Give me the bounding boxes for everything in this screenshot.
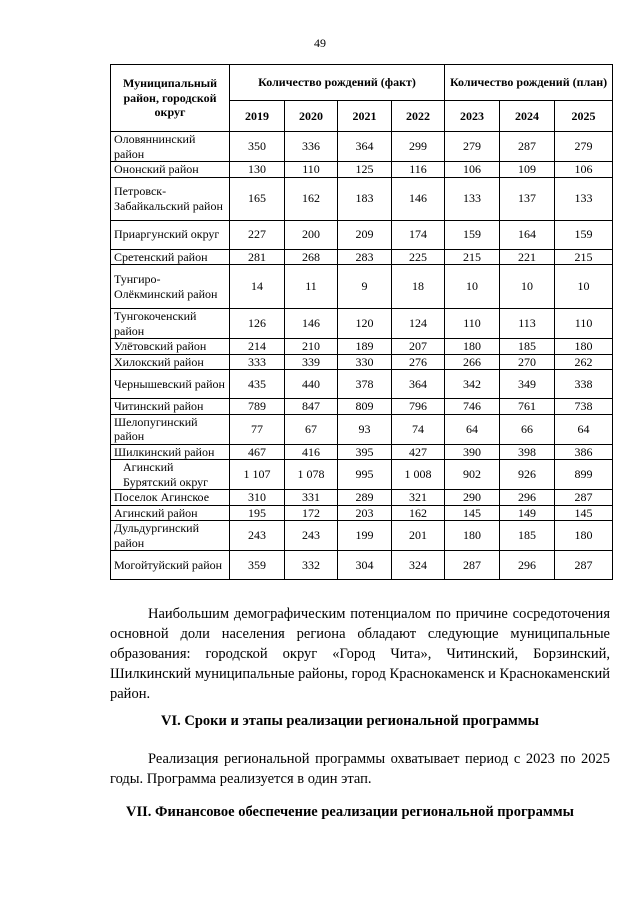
year-header: 2024	[500, 101, 555, 132]
birth-count-cell: 761	[500, 399, 555, 415]
birth-count-cell: 321	[392, 490, 445, 506]
birth-count-cell: 149	[500, 505, 555, 521]
birth-count-cell: 227	[230, 220, 285, 249]
birth-count-cell: 287	[500, 132, 555, 162]
birth-count-cell: 110	[555, 309, 613, 339]
birth-count-cell: 145	[445, 505, 500, 521]
birth-count-cell: 64	[445, 414, 500, 444]
birth-count-cell: 74	[392, 414, 445, 444]
birth-count-cell: 304	[338, 551, 392, 580]
table-row	[111, 521, 613, 551]
district-name: Чернышевский район	[111, 370, 230, 399]
birth-count-cell: 215	[445, 249, 500, 265]
birth-count-cell: 330	[338, 354, 392, 370]
birth-count-cell: 10	[500, 265, 555, 309]
birth-count-cell: 215	[555, 249, 613, 265]
birth-count-cell: 390	[445, 444, 500, 460]
district-name: Агинский Бурятский округ	[111, 460, 230, 490]
table-row	[111, 414, 613, 444]
district-name: Дульдургинский район	[111, 521, 230, 551]
timeline-paragraph	[110, 749, 610, 789]
page-number: 49	[314, 36, 326, 50]
table-row	[111, 220, 613, 249]
birth-count-cell: 200	[285, 220, 338, 249]
birth-count-cell: 746	[445, 399, 500, 415]
birth-count-cell: 180	[555, 521, 613, 551]
birth-count-cell: 283	[338, 249, 392, 265]
birth-count-cell: 809	[338, 399, 392, 415]
birth-count-cell: 77	[230, 414, 285, 444]
birth-count-cell: 268	[285, 249, 338, 265]
birth-count-cell: 310	[230, 490, 285, 506]
birth-count-cell: 146	[392, 177, 445, 220]
birth-count-cell: 221	[500, 249, 555, 265]
birth-count-cell: 180	[445, 339, 500, 355]
birth-count-cell: 180	[445, 521, 500, 551]
section-heading-7: VII. Финансовое обеспечение реализации региональной программы	[126, 804, 574, 820]
birth-count-cell: 386	[555, 444, 613, 460]
birth-count-cell: 1 078	[285, 460, 338, 490]
birth-count-cell: 180	[555, 339, 613, 355]
birth-count-cell: 266	[445, 354, 500, 370]
birth-count-cell: 796	[392, 399, 445, 415]
table-row	[111, 444, 613, 460]
year-header: 2025	[555, 101, 613, 132]
birth-count-cell: 299	[392, 132, 445, 162]
birth-count-cell: 279	[555, 132, 613, 162]
birth-count-cell: 279	[445, 132, 500, 162]
table-row	[111, 505, 613, 521]
birth-count-cell: 1 008	[392, 460, 445, 490]
column-header-plan: Количество рождений (план)	[445, 65, 613, 101]
column-header-fact: Количество рождений (факт)	[230, 65, 445, 101]
birth-count-cell: 333	[230, 354, 285, 370]
birth-count-cell: 116	[392, 162, 445, 178]
birth-count-cell: 214	[230, 339, 285, 355]
year-header: 2019	[230, 101, 285, 132]
birth-count-cell: 10	[555, 265, 613, 309]
district-name: Читинский район	[111, 399, 230, 415]
district-name: Шилкинский район	[111, 444, 230, 460]
table-row	[111, 249, 613, 265]
birth-count-cell: 207	[392, 339, 445, 355]
district-name: Агинский район	[111, 505, 230, 521]
birth-count-cell: 296	[500, 490, 555, 506]
birth-count-cell: 427	[392, 444, 445, 460]
birth-count-cell: 125	[338, 162, 392, 178]
birth-count-cell: 440	[285, 370, 338, 399]
birth-count-cell: 210	[285, 339, 338, 355]
district-name: Петровск-Забайкальский район	[111, 177, 230, 220]
birth-count-cell: 185	[500, 521, 555, 551]
table-row	[111, 354, 613, 370]
birth-count-cell: 199	[338, 521, 392, 551]
birth-count-cell: 290	[445, 490, 500, 506]
births-table	[110, 64, 613, 580]
table-row	[111, 265, 613, 309]
table-row	[111, 399, 613, 415]
birth-count-cell: 11	[285, 265, 338, 309]
birth-count-cell: 113	[500, 309, 555, 339]
birth-count-cell: 331	[285, 490, 338, 506]
birth-count-cell: 378	[338, 370, 392, 399]
birth-count-cell: 902	[445, 460, 500, 490]
birth-count-cell: 287	[555, 490, 613, 506]
birth-count-cell: 287	[445, 551, 500, 580]
birth-count-cell: 93	[338, 414, 392, 444]
birth-count-cell: 332	[285, 551, 338, 580]
birth-count-cell: 66	[500, 414, 555, 444]
demographic-paragraph-text: Наибольшим демографическим потенциалом по причине сосредоточения основной доли населения региона обладают следующие муниципальные образования: городской округ «Город Чита», Читинский, Борзинский, Шилкинский муниципальные районы, город Краснокаменск и Краснокаменский район.	[110, 606, 610, 702]
table-row	[111, 162, 613, 178]
birth-count-cell: 336	[285, 132, 338, 162]
birth-count-cell: 287	[555, 551, 613, 580]
birth-count-cell: 276	[392, 354, 445, 370]
district-name: Ононский район	[111, 162, 230, 178]
birth-count-cell: 324	[392, 551, 445, 580]
birth-count-cell: 146	[285, 309, 338, 339]
birth-count-cell: 467	[230, 444, 285, 460]
birth-count-cell: 159	[555, 220, 613, 249]
year-header: 2023	[445, 101, 500, 132]
birth-count-cell: 133	[445, 177, 500, 220]
birth-count-cell: 847	[285, 399, 338, 415]
table-row	[111, 460, 613, 490]
section-heading-6: VI. Сроки и этапы реализации региональной программы	[161, 713, 539, 729]
birth-count-cell: 398	[500, 444, 555, 460]
birth-count-cell: 162	[285, 177, 338, 220]
district-name: Поселок Агинское	[111, 490, 230, 506]
table-row	[111, 551, 613, 580]
birth-count-cell: 416	[285, 444, 338, 460]
district-name: Тунгиро-Олёкминский район	[111, 265, 230, 309]
birth-count-cell: 364	[338, 132, 392, 162]
district-name: Шелопугинский район	[111, 414, 230, 444]
birth-count-cell: 296	[500, 551, 555, 580]
district-name: Приаргунский округ	[111, 220, 230, 249]
birth-count-cell: 130	[230, 162, 285, 178]
birth-count-cell: 350	[230, 132, 285, 162]
birth-count-cell: 1 107	[230, 460, 285, 490]
birth-count-cell: 270	[500, 354, 555, 370]
birth-count-cell: 359	[230, 551, 285, 580]
district-name: Могойтуйский район	[111, 551, 230, 580]
birth-count-cell: 435	[230, 370, 285, 399]
table-row	[111, 132, 613, 162]
birth-count-cell: 195	[230, 505, 285, 521]
birth-count-cell: 137	[500, 177, 555, 220]
birth-count-cell: 164	[500, 220, 555, 249]
district-name: Улётовский район	[111, 339, 230, 355]
birth-count-cell: 145	[555, 505, 613, 521]
birth-count-cell: 120	[338, 309, 392, 339]
birth-count-cell: 364	[392, 370, 445, 399]
birth-count-cell: 14	[230, 265, 285, 309]
birth-count-cell: 10	[445, 265, 500, 309]
birth-count-cell: 106	[445, 162, 500, 178]
district-name: Оловяннинский район	[111, 132, 230, 162]
timeline-paragraph-text: Реализация региональной программы охватывает период с 2023 по 2025 годы. Программа реализуется в один этап.	[110, 751, 610, 787]
column-header-district: Муниципальный район, городской округ	[111, 65, 230, 132]
birth-count-cell: 126	[230, 309, 285, 339]
year-header: 2020	[285, 101, 338, 132]
birth-count-cell: 926	[500, 460, 555, 490]
year-header: 2022	[392, 101, 445, 132]
birth-count-cell: 899	[555, 460, 613, 490]
birth-count-cell: 738	[555, 399, 613, 415]
table-row	[111, 490, 613, 506]
birth-count-cell: 243	[230, 521, 285, 551]
birth-count-cell: 209	[338, 220, 392, 249]
birth-count-cell: 109	[500, 162, 555, 178]
birth-count-cell: 342	[445, 370, 500, 399]
birth-count-cell: 133	[555, 177, 613, 220]
birth-count-cell: 18	[392, 265, 445, 309]
birth-count-cell: 243	[285, 521, 338, 551]
district-name: Сретенский район	[111, 249, 230, 265]
birth-count-cell: 262	[555, 354, 613, 370]
birth-count-cell: 225	[392, 249, 445, 265]
birth-count-cell: 281	[230, 249, 285, 265]
birth-count-cell: 995	[338, 460, 392, 490]
birth-count-cell: 174	[392, 220, 445, 249]
district-name: Тунгокоченский район	[111, 309, 230, 339]
birth-count-cell: 349	[500, 370, 555, 399]
birth-count-cell: 165	[230, 177, 285, 220]
table-row	[111, 339, 613, 355]
birth-count-cell: 110	[445, 309, 500, 339]
table-row	[111, 370, 613, 399]
district-name: Хилокский район	[111, 354, 230, 370]
year-header: 2021	[338, 101, 392, 132]
birth-count-cell: 338	[555, 370, 613, 399]
birth-count-cell: 201	[392, 521, 445, 551]
birth-count-cell: 110	[285, 162, 338, 178]
birth-count-cell: 162	[392, 505, 445, 521]
birth-count-cell: 339	[285, 354, 338, 370]
table-row	[111, 309, 613, 339]
birth-count-cell: 9	[338, 265, 392, 309]
birth-count-cell: 106	[555, 162, 613, 178]
birth-count-cell: 64	[555, 414, 613, 444]
birth-count-cell: 124	[392, 309, 445, 339]
birth-count-cell: 189	[338, 339, 392, 355]
birth-count-cell: 67	[285, 414, 338, 444]
table-row	[111, 177, 613, 220]
demographic-paragraph	[110, 604, 610, 704]
birth-count-cell: 183	[338, 177, 392, 220]
birth-count-cell: 172	[285, 505, 338, 521]
birth-count-cell: 395	[338, 444, 392, 460]
birth-count-cell: 203	[338, 505, 392, 521]
birth-count-cell: 159	[445, 220, 500, 249]
birth-count-cell: 289	[338, 490, 392, 506]
birth-count-cell: 789	[230, 399, 285, 415]
birth-count-cell: 185	[500, 339, 555, 355]
